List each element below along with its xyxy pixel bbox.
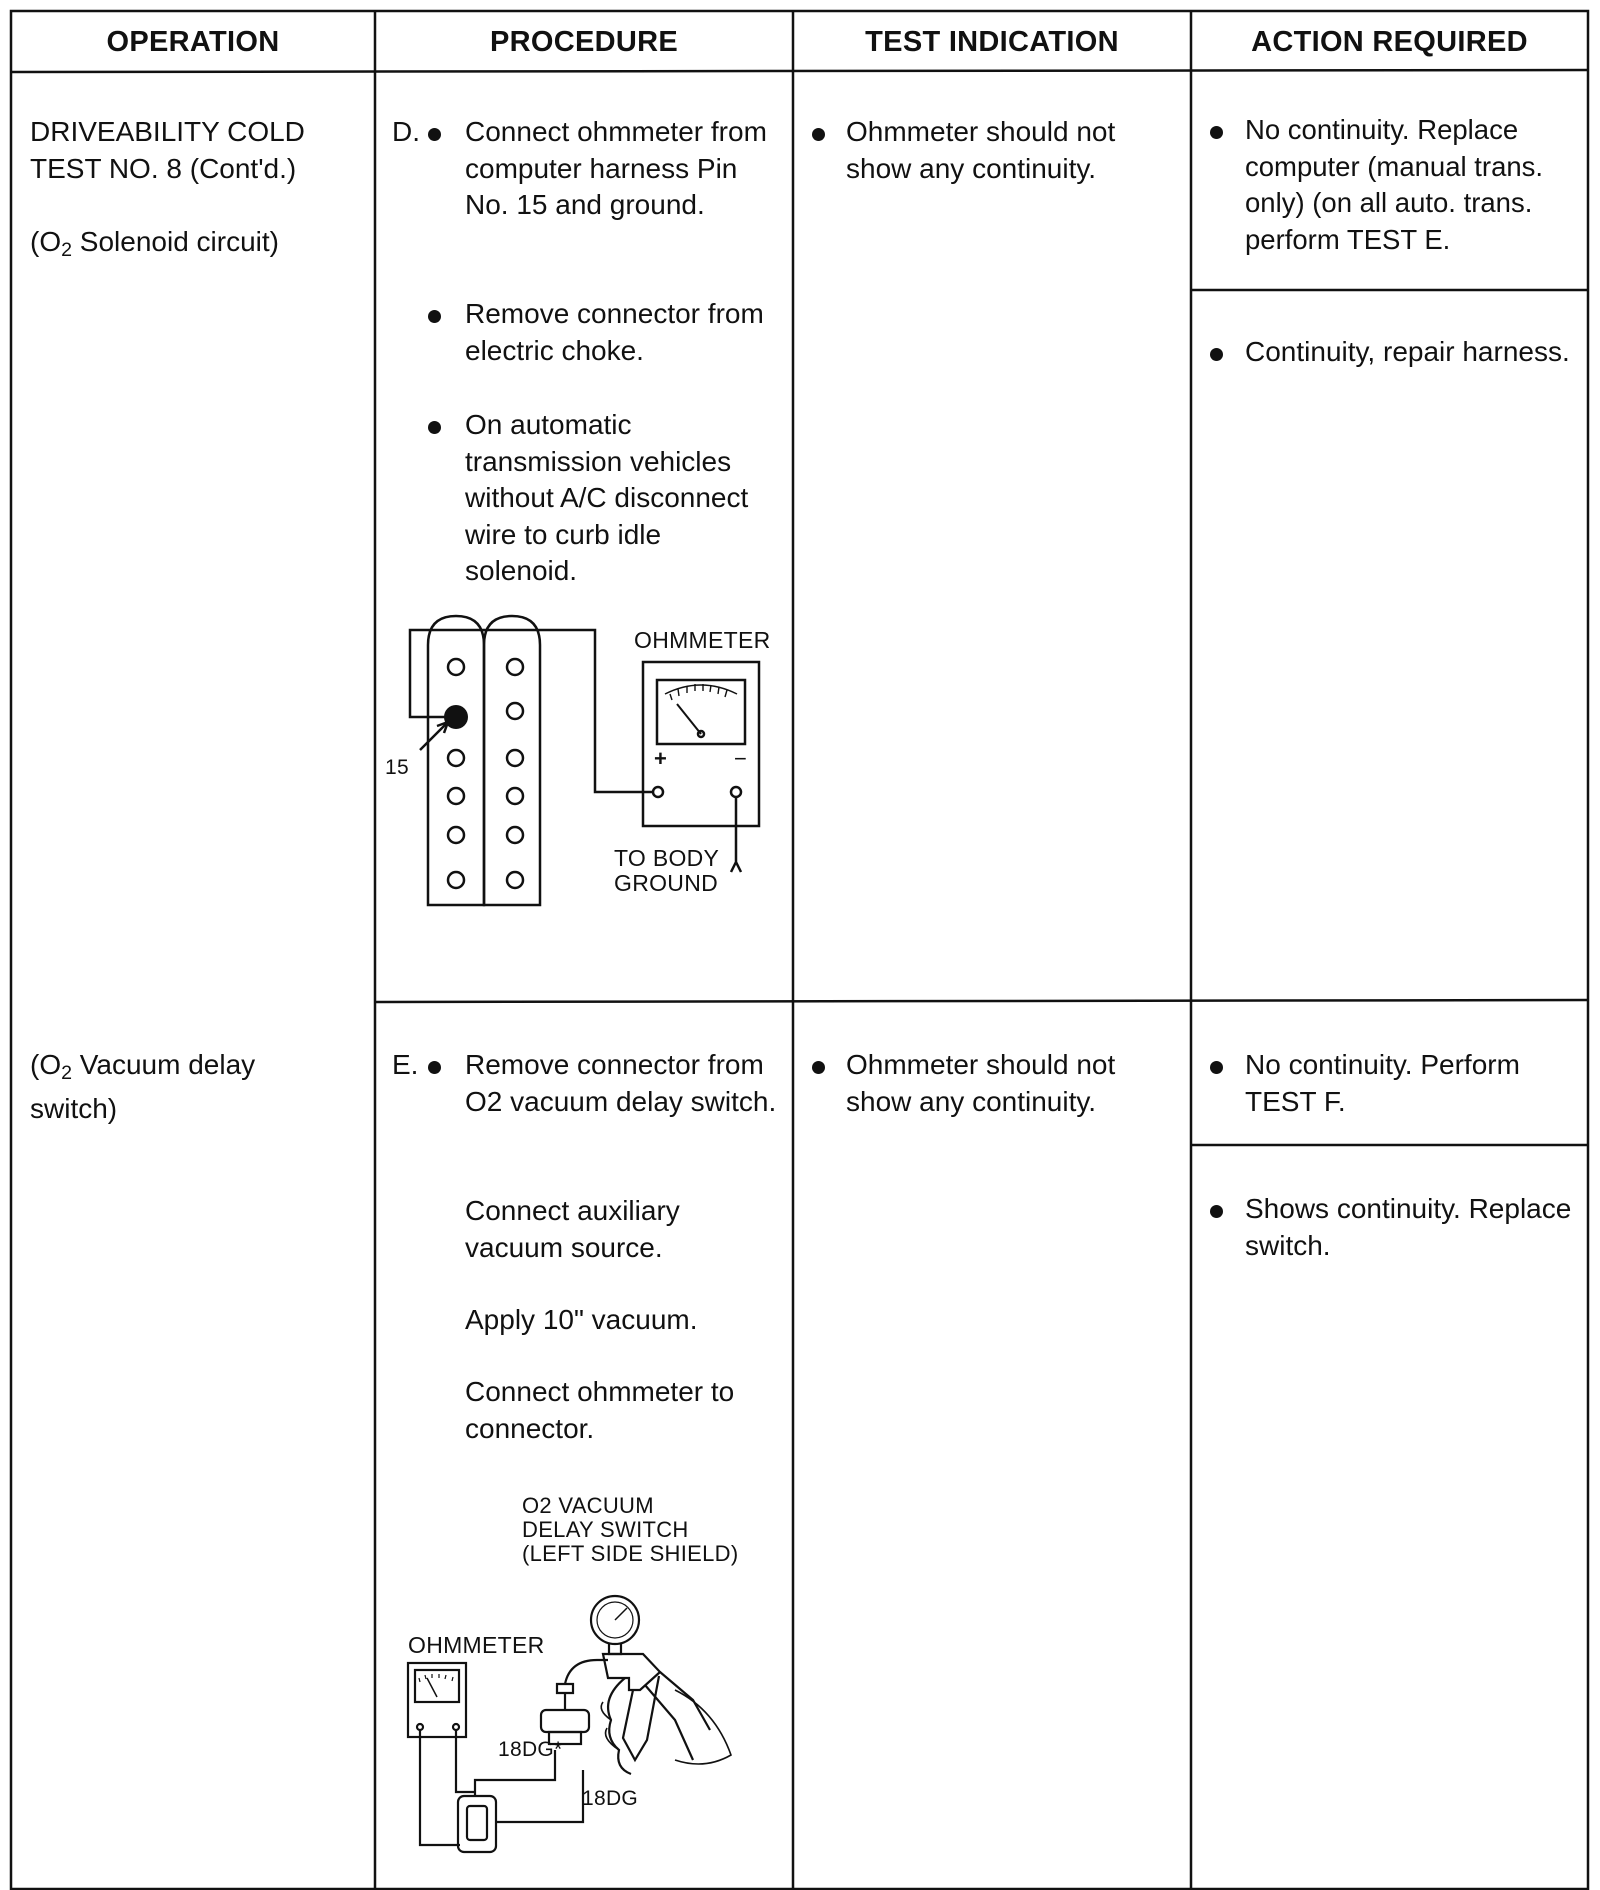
vacuum-hose (565, 1660, 608, 1684)
operation-circuit-1: ($O_2$ Solenoid circuit) (30, 226, 279, 261)
dial-needle (427, 1678, 437, 1697)
diagram-d-ohmmeter-label: OHMMETER (634, 627, 771, 653)
ohmmeter-lead-2 (456, 1730, 475, 1792)
row-divider (375, 1000, 1588, 1002)
operation-title-line2: TEST NO. 8 (Cont'd.) (30, 152, 297, 184)
gauge-stem (609, 1644, 621, 1654)
procedure-e-item-2: Connect auxiliary vacuum source. (465, 1195, 680, 1263)
pin-icon (448, 788, 464, 804)
pin-icon (448, 827, 464, 843)
bullet-icon (1210, 1061, 1223, 1074)
diagram-e-wire-label-2: 18DG (582, 1787, 639, 1810)
pin-icon (507, 872, 523, 888)
action-2-2: Shows continuity. Replace switch. (1245, 1193, 1572, 1261)
pin-pointer (420, 722, 448, 750)
ohmmeter-dial (657, 680, 745, 744)
ohmmeter-lead-1 (420, 1730, 460, 1845)
test-indication-1: Ohmmeter should not show any continuity. (846, 116, 1116, 184)
header-test-indication: TEST INDICATION (865, 26, 1119, 58)
gauge-needle (615, 1608, 627, 1620)
bullet-icon (812, 1061, 825, 1074)
bullet-icon (428, 1061, 441, 1074)
bullet-icon (428, 128, 441, 141)
pin-icon (507, 827, 523, 843)
vacuum-switch-diagram (375, 1560, 793, 1885)
terminal-plus-icon (653, 787, 663, 797)
pin-15-icon (444, 705, 468, 729)
hand-palm (675, 1690, 731, 1764)
procedure-e-item-3: Apply 10" vacuum. (465, 1304, 698, 1335)
connector-socket (467, 1806, 487, 1840)
diagram-d-plus: + (654, 746, 668, 771)
pump-lever (645, 1672, 710, 1760)
harness-connector (458, 1796, 496, 1852)
header-procedure: PROCEDURE (490, 26, 678, 58)
procedure-e-item-1: Remove connector from O2 vacuum delay switch. (465, 1049, 777, 1117)
hand-fingers (608, 1678, 631, 1774)
terminal-icon (453, 1724, 459, 1730)
ground-lead (731, 797, 741, 872)
bullet-icon (1210, 1205, 1223, 1218)
action-2-1: No continuity. Perform TEST F. (1245, 1049, 1520, 1117)
procedure-step-d-letter: D. (392, 116, 420, 147)
bullet-icon (428, 421, 441, 434)
wire-18dg (496, 1770, 583, 1822)
terminal-icon (417, 1724, 423, 1730)
pin-icon (507, 750, 523, 766)
procedure-d-item-3: On automatic transmission vehicles without A/C disconnect wire to curb idle solenoid. (465, 409, 749, 586)
diagram-d-pin-label: 15 (385, 756, 409, 779)
pin-icon (507, 659, 523, 675)
pin-icon (507, 703, 523, 719)
pin-icon (448, 872, 464, 888)
ohmmeter-dial (415, 1670, 459, 1702)
table-border (11, 11, 1588, 1889)
header-operation: OPERATION (106, 26, 280, 58)
bullet-icon (812, 128, 825, 141)
terminal-minus-icon (731, 787, 741, 797)
switch-nipple (557, 1684, 573, 1710)
diagram-e-ohmmeter-label: OHMMETER (408, 1632, 545, 1658)
diagram-e-switch-label: O2 VACUUM DELAY SWITCH (LEFT SIDE SHIELD) (522, 1493, 739, 1566)
test-indication-2: Ohmmeter should not show any continuity. (846, 1049, 1116, 1117)
pin-icon (448, 659, 464, 675)
diagram-d-ground-label: TO BODY GROUND (614, 845, 720, 896)
dial-needle (677, 704, 701, 734)
pin-icon (448, 750, 464, 766)
action-1-2: Continuity, repair harness. (1245, 336, 1570, 367)
operation-title-line1: DRIVEABILITY COLD (30, 116, 305, 147)
operation-circuit-2: ($O_2$ Vacuum delay switch) (30, 1049, 256, 1125)
switch-body (541, 1710, 589, 1732)
bullet-icon (1210, 126, 1223, 139)
operation-title (30, 114, 360, 187)
procedure-step-e-letter: E. (392, 1049, 419, 1080)
action-1-1: No continuity. Replace computer (manual trans. only) (on all auto. trans. perform TEST E. (1245, 114, 1544, 255)
bullet-icon (1210, 348, 1223, 361)
bullet-icon (428, 310, 441, 323)
pin-icon (507, 788, 523, 804)
pump-head (603, 1654, 660, 1690)
procedure-d-item-1: Connect ohmmeter from computer harness Pin No. 15 and ground. (465, 116, 767, 220)
diagram-d-minus: − (734, 746, 748, 771)
diagram-e-wire-label-1: 18DG* (498, 1738, 563, 1761)
procedure-e-item-4: Connect ohmmeter to connector. (465, 1376, 735, 1444)
header-action-required: ACTION REQUIRED (1251, 26, 1528, 58)
connector-ohmmeter-diagram (375, 610, 793, 930)
procedure-d-item-2: Remove connector from electric choke. (465, 298, 764, 366)
